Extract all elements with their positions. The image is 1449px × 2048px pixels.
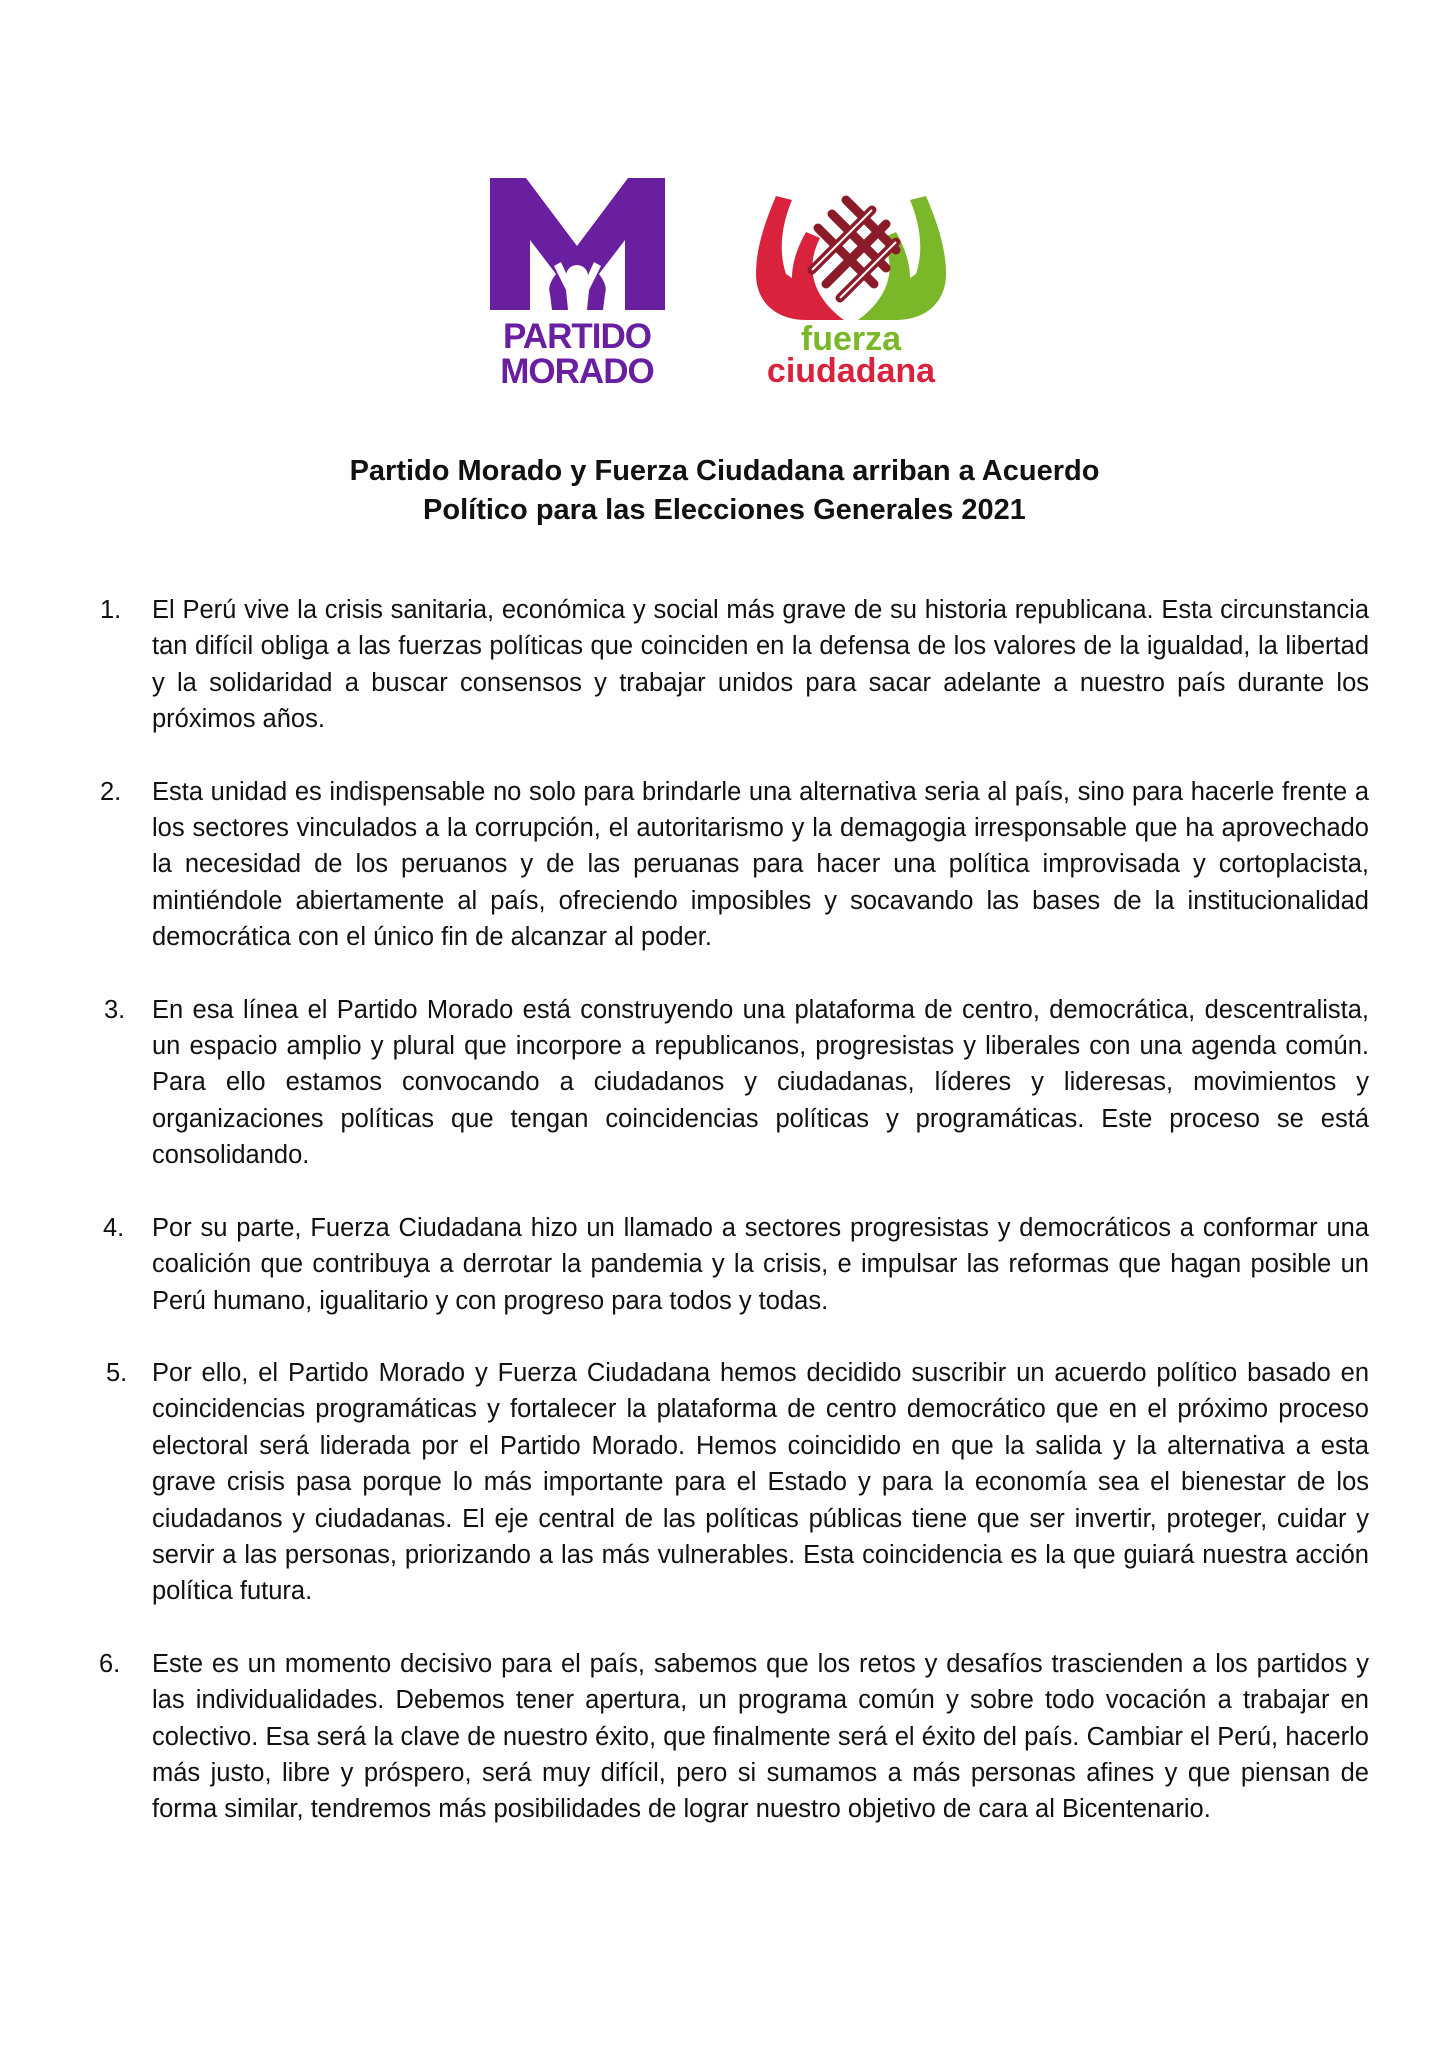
item-text: Por su parte, Fuerza Ciudadana hizo un llamado a sectores progresistas y democráticos a conformar una coalición que contribuya a derrotar la pandemia y la crisis, e impulsar las reformas que hagan posible un Perú humano, igualitario y con progreso para todos y todas. — [152, 1213, 1369, 1315]
list-item — [0, 1355, 1449, 1610]
list-item — [0, 992, 1449, 1174]
item-text: Por ello, el Partido Morado y Fuerza Ciudadana hemos decidido suscribir un acuerdo político basado en coincidencias programáticas y fortalecer la plataforma de centro democrático que en el próximo proceso electoral será liderada por el Partido Morado. Hemos coincidido en que la salida y la alternativa a esta grave crisis pasa porque lo más importante para el Estado y para la economía sea el bienestar de los ciudadanos y ciudadanas. El eje central de las políticas públicas tiene que ser invertir, proteger, cuidar y servir a las personas, priorizando a las más vulnerables. Esta coincidencia es la que guiará nuestra acción política futura. — [152, 1358, 1369, 1606]
item-number: 5. — [106, 1358, 128, 1387]
agreement-points-list — [0, 592, 1449, 1864]
item-number: 1. — [100, 596, 122, 624]
list-item — [0, 592, 1449, 738]
logo-header — [0, 170, 1449, 400]
item-text: El Perú vive la crisis sanitaria, económica y social más grave de su historia republicana. Esta circunstancia tan difícil obliga a las fuerzas políticas que coinciden en la defensa de los valores de la igualdad, la libertad y la solidaridad a buscar consensos y trabajar unidos para sacar adelante a nuestro país durante los próximos años. — [152, 596, 1369, 734]
partido-morado-logo — [490, 178, 665, 388]
title-line-1: Partido Morado y Fuerza Ciudadana arriban a Acuerdo — [349, 455, 1100, 487]
list-item — [0, 1210, 1449, 1319]
item-number: 6. — [99, 1649, 121, 1678]
fuerza-ciudadana-logo — [748, 170, 954, 385]
item-number: 4. — [103, 1213, 125, 1242]
item-number: 2. — [100, 777, 122, 806]
document-title — [0, 452, 1449, 530]
item-text: Esta unidad es indispensable no solo para brindarle una alternativa seria al país, sino para hacerle frente a los sectores vinculados a la corrupción, el autoritarismo y la demagogia irresponsable que ha aprovechado la necesidad de los peruanos y de las peruanas para hacer una política improvisada y cortoplacista, mintiéndole abiertamente al país, ofreciendo imposibles y socavando las bases de la institucionalidad democrática con el único fin de alcanzar al poder. — [152, 777, 1369, 952]
item-text: Este es un momento decisivo para el país, sabemos que los retos y desafíos trascienden a los partidos y las individualidades. Debemos tener apertura, un programa común y sobre todo vocación a trabajar en colectivo. Esa será la clave de nuestro éxito, que finalmente será el éxito del país. Cambiar el Perú, hacerlo más justo, libre y próspero, será muy difícil, pero si sumamos a más personas afines y que piensan de forma similar, tendremos más posibilidades de lograr nuestro objetivo de cara al Bicentenario. — [152, 1649, 1369, 1824]
partido-morado-logo-line1: PARTIDO — [503, 317, 651, 356]
fuerza-ciudadana-logo-line1: fuerza — [800, 320, 902, 358]
list-item — [0, 1646, 1449, 1828]
list-item — [0, 774, 1449, 956]
title-line-2: Político para las Elecciones Generales 2021 — [423, 494, 1026, 526]
item-text: En esa línea el Partido Morado está construyendo una plataforma de centro, democrática, descentralista, un espacio amplio y plural que incorpore a republicanos, progresistas y liberales con una agenda común. Para ello estamos convocando a ciudadanos y ciudadanas, líderes y lideresas, movimientos y organizaciones políticas que tengan coincidencias políticas y programáticas. Este proceso se está consolidando. — [152, 995, 1369, 1170]
partido-morado-logo-line2: MORADO — [500, 352, 654, 388]
fuerza-ciudadana-logo-line2: ciudadana — [766, 352, 936, 385]
item-number: 3. — [104, 995, 126, 1024]
